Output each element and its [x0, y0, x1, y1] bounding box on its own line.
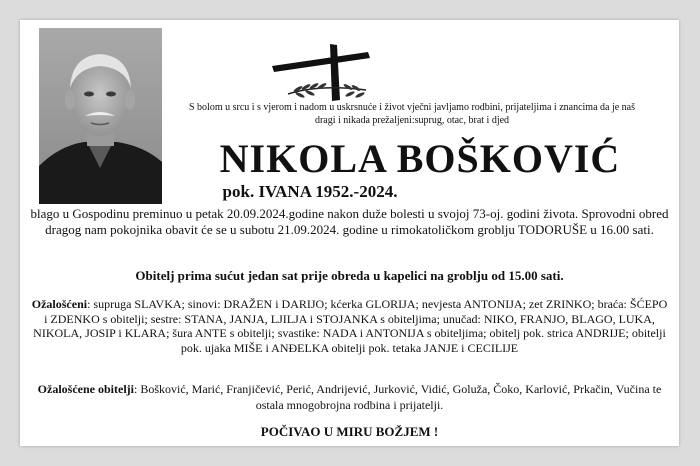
death-and-funeral-details: blago u Gospodinu preminuo u petak 20.09.2024.godine nakon duže bolesti u svojoj 73-oj. godini života. Sprovodni obred dragog nam pokojnika obavit će se u subotu 21.09.2024. godine u rimokatoličkom groblju TODORUŠE u 16.00 sati. [30, 206, 669, 237]
mourners-paragraph [30, 297, 669, 355]
families-paragraph [30, 382, 669, 413]
portrait-photo [39, 28, 162, 204]
parent-and-years: pok. IVANA 1952.-2024. [222, 182, 398, 201]
mourners-list: : supruga SLAVKA; sinovi: DRAŽEN i DARIJO; kćerka GLORIJA; nevjesta ANTONIJA; zet ZRINKO; braća: ŠĆEPO i ZDENKO s obitelji; sestre: STANA, JANJA, LJILJA i STOJANKA s obiteljima; unučad: NIKO, FRANJO, BLAGO, LUKA, NIKOLA, JOSIP i KLARA; šura ANTE s obitelji; svastike: NADA i ANTONIJA s obiteljima; obitelj pok. strica ANDRIJE; obitelji pok. ujaka MIŠE i ANĐELKA obitelji pok. tetaka JANJE i CECILIJE [33, 297, 668, 355]
condolence-info: Obitelj prima sućut jedan sat prije obreda u kapelici na groblju od 15.00 sati. [135, 268, 564, 283]
cross-with-palm-icon [270, 44, 378, 104]
families-label: Ožalošćene obitelji [37, 382, 134, 396]
intro-text: S bolom u srcu i s vjerom i nadom u uskrsnuće i život vječni javljamo rodbini, prijateljima i znancima da je naš dragi i nikada prežaljeni:suprug, otac, brat i djed [188, 102, 635, 126]
deceased-name: NIKOLA BOŠKOVIĆ [219, 136, 621, 181]
closing-line: POČIVAO U MIRU BOŽJEM ! [260, 424, 439, 439]
families-list: : Bošković, Marić, Franjičević, Perić, Andrijević, Jurković, Vidić, Goluža, Čoko, Karlović, Prkačin, Vučina te ostala mnogobrojna rodbina i prijatelji. [133, 382, 662, 412]
mourners-label: Ožalošćeni [31, 297, 88, 311]
obituary-notice [20, 20, 679, 446]
